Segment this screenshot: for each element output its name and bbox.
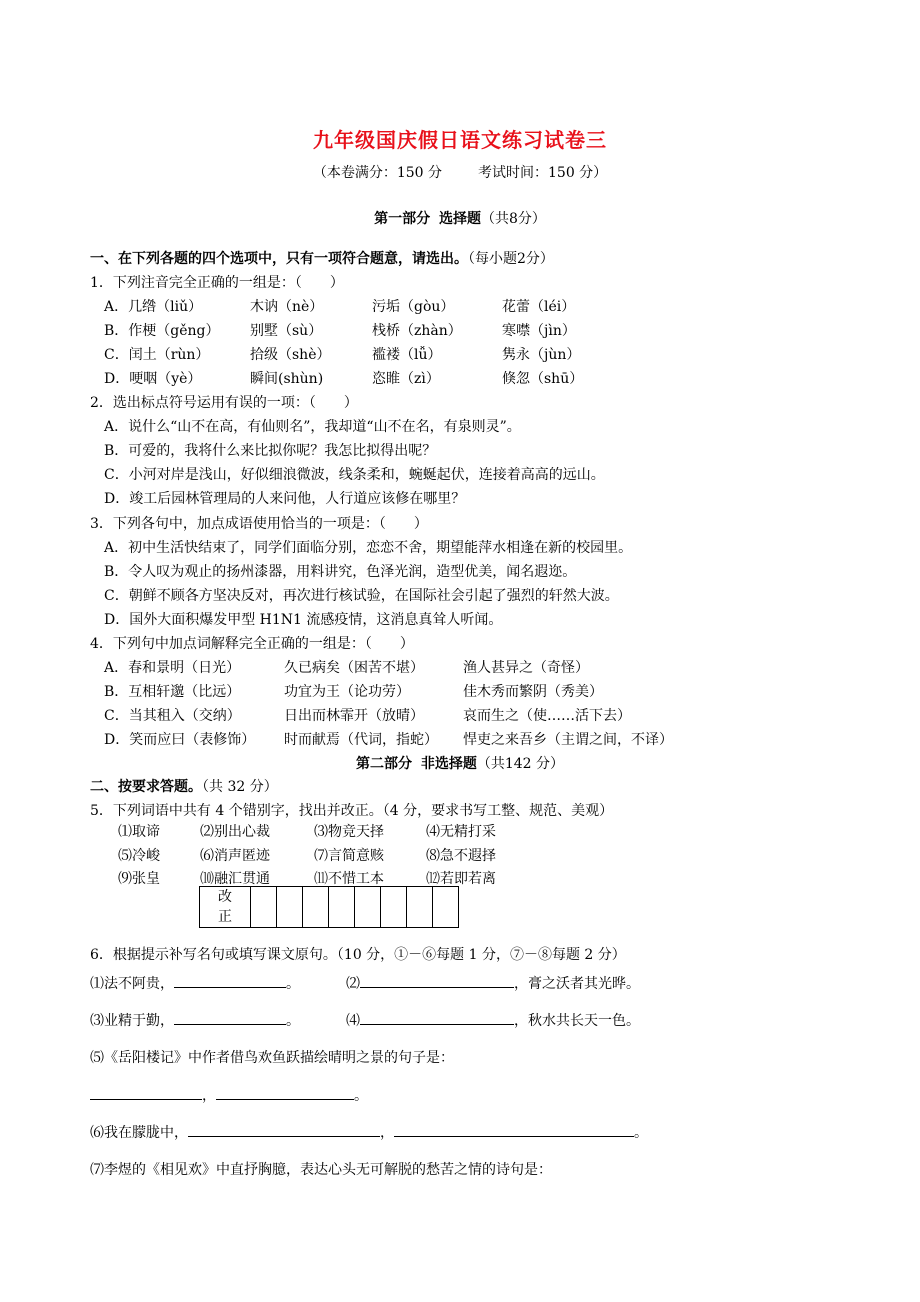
q6-1-prompt: ⑴法不阿贵，	[90, 976, 174, 992]
q6-5-prompt: ⑸《岳阳楼记》中作者借鸟欢鱼跃描绘晴明之景的句子是：	[90, 1050, 454, 1066]
q4-option: B．互相轩邈（比远）	[104, 684, 241, 700]
q6-line2	[346, 973, 640, 993]
q6-6	[90, 1122, 648, 1142]
correction-label	[200, 887, 251, 928]
q5-word: ⑺言简意赅	[314, 848, 384, 864]
q5-word: ⑷无精打采	[426, 824, 496, 840]
q1-option: 拾级（shè）	[250, 347, 331, 363]
q1-stem: 1．下列注音完全正确的一组是：（ ）	[90, 275, 344, 291]
q3-option-b: B．令人叹为观止的扬州漆器，用料讲究，色泽光润，造型优美，闻名遐迩。	[104, 564, 577, 580]
q5-word: ⑵别出心裁	[200, 824, 270, 840]
answer-cell[interactable]	[355, 887, 381, 928]
section1-heading	[90, 248, 554, 268]
q6-line3	[90, 1010, 300, 1030]
q2-option-c: C．小河对岸是浅山，好似细浪微波，线条柔和，蜿蜒起伏，连接着高高的远山。	[104, 467, 605, 483]
q4-option: D．笑而应曰（表修饰）	[104, 732, 256, 748]
q6-2-prompt: ⑵	[346, 976, 360, 992]
q6-2-suffix: ，膏之沃者其光晔。	[514, 976, 640, 992]
q1-option: D．哽咽（yè）	[104, 371, 202, 387]
q5-word: ⑹消声匿迹	[200, 848, 270, 864]
q1-option: 花蕾（léi）	[502, 299, 576, 315]
q6-line4	[346, 1010, 640, 1030]
answer-cell[interactable]	[277, 887, 303, 928]
q3-option-d: D．国外大面积爆发甲型 H1N1 流感疫情，这消息真耸人听闻。	[104, 612, 503, 628]
q4-option: C．当其租入（交纳）	[104, 708, 241, 724]
q6-stem: 6．根据提示补写名句或填写课文原句。（10 分，①－⑥每题 1 分，⑦－⑧每题 2 分）	[90, 947, 626, 963]
q3-stem: 3．下列各句中，加点成语使用恰当的一项是：（ ）	[90, 516, 428, 532]
answer-cell[interactable]	[251, 887, 277, 928]
q6-1-period: 。	[286, 976, 300, 992]
q6-4-suffix: ，秋水共长天一色。	[514, 1013, 640, 1029]
q1-option: A．几绺（liǔ）	[104, 299, 203, 315]
q5-word: ⑼张皇	[118, 871, 160, 887]
q4-stem: 4．下列句中加点词解释完全正确的一组是：（ ）	[90, 636, 414, 652]
part1-score: （共8分）	[480, 211, 546, 227]
correction-label-1: 改	[218, 889, 232, 905]
q6-3-prompt: ⑶业精于勤，	[90, 1013, 174, 1029]
q1-option: 瞬间(shùn)	[250, 371, 324, 387]
q5-word: ⑽融汇贯通	[200, 871, 270, 887]
section2-heading-text: 二、按要求答题。	[90, 779, 202, 795]
q6-5-answer	[90, 1085, 368, 1105]
part2-score: （共142 分）	[476, 756, 565, 772]
q1-option: C．闰土（rùn）	[104, 347, 210, 363]
part1-label: 第一部分	[374, 211, 431, 227]
q1-option: 恣睢（zì）	[372, 371, 440, 387]
q5-word: ⑸冷峻	[118, 848, 160, 864]
q6-6-period: 。	[634, 1125, 648, 1141]
correction-label-2: 正	[218, 909, 232, 925]
section2-heading	[90, 776, 278, 796]
q4-option: 功宜为王（论功劳）	[284, 684, 410, 700]
q6-6-comma: ，	[380, 1125, 394, 1141]
q1-option: 褴褛（lǚ）	[372, 347, 442, 363]
q4-option: 久已病矣（困苦不堪）	[284, 660, 424, 676]
q2-option-a: A．说什么“山不在高，有仙则名”，我却道“山不在名，有泉则灵”。	[104, 419, 521, 435]
section2-note: （共 32 分）	[202, 779, 278, 795]
full-score: （本卷满分：150 分	[312, 165, 442, 181]
q1-option: 别墅（sù）	[250, 323, 323, 339]
part1-heading	[0, 208, 920, 228]
part2-label: 第二部分	[355, 756, 412, 772]
answer-cell[interactable]	[381, 887, 407, 928]
answer-cell[interactable]	[303, 887, 329, 928]
answer-blank[interactable]	[360, 973, 514, 988]
answer-blank[interactable]	[360, 1010, 514, 1025]
q1-option: 寒噤（jìn）	[502, 323, 576, 339]
q2-option-b: B．可爱的，我将什么来比拟你呢？我怎比拟得出呢？	[104, 443, 437, 459]
answer-blank[interactable]	[174, 1010, 286, 1025]
q6-3-period: 。	[286, 1013, 300, 1029]
q4-option: 悍吏之来吾乡（主谓之间，不译）	[463, 732, 673, 748]
q5-word: ⑾不惜工本	[314, 871, 384, 887]
section1-note: （每小题2分）	[468, 251, 554, 267]
q1-option: 栈桥（zhàn）	[372, 323, 462, 339]
q5-word: ⑴取谛	[118, 824, 160, 840]
correction-grid	[199, 886, 459, 928]
part2-heading	[0, 753, 920, 773]
q6-7-prompt: ⑺李煜的《相见欢》中直抒胸臆，表达心头无可解脱的愁苦之情的诗句是：	[90, 1162, 552, 1178]
q1-option: B．作梗（gěng）	[104, 323, 220, 339]
q5-word: ⑿若即若离	[426, 871, 496, 887]
q6-4-prompt: ⑷	[346, 1013, 360, 1029]
q5-word: ⑻急不遐择	[426, 848, 496, 864]
q4-option: 时而献焉（代词，指蛇）	[284, 732, 438, 748]
q5-word: ⑶物竞天择	[314, 824, 384, 840]
q2-option-d: D．竣工后园林管理局的人来问他，人行道应该修在哪里？	[104, 491, 466, 507]
q4-option: 日出而林霏开（放晴）	[284, 708, 424, 724]
q1-option: 木讷（nè）	[250, 299, 324, 315]
q4-option: 佳木秀而繁阴（秀美）	[463, 684, 603, 700]
q5-stem: 5．下列词语中共有 4 个错别字，找出并改正。（4 分，要求书写工整、规范、美观）	[90, 803, 614, 819]
q4-option: A．春和景明（日光）	[104, 660, 241, 676]
part2-name: 非选择题	[420, 756, 477, 772]
part1-name: 选择题	[438, 211, 481, 227]
answer-cell[interactable]	[433, 887, 459, 928]
q1-option: 隽永（jùn）	[502, 347, 581, 363]
q1-option: 污垢（gòu）	[372, 299, 455, 315]
answer-cell[interactable]	[407, 887, 433, 928]
q6-line1	[90, 973, 300, 993]
answer-blank[interactable]	[394, 1122, 634, 1137]
q3-option-a: A．初中生活快结束了，同学们面临分别，恋恋不舍，期望能萍水相逢在新的校园里。	[104, 540, 633, 556]
exam-time: 考试时间：150 分）	[478, 165, 608, 181]
exam-title: 九年级国庆假日语文练习试卷三	[313, 128, 607, 152]
exam-subtitle	[0, 162, 920, 182]
answer-blank[interactable]	[188, 1122, 380, 1137]
answer-cell[interactable]	[329, 887, 355, 928]
q3-option-c: C．朝鲜不顾各方坚决反对，再次进行核试验，在国际社会引起了强烈的轩然大波。	[104, 588, 619, 604]
q4-option: 哀而生之（使……活下去）	[463, 708, 631, 724]
answer-blank[interactable]	[216, 1085, 354, 1100]
answer-blank[interactable]	[174, 973, 286, 988]
q1-option: 倏忽（shū）	[502, 371, 584, 387]
q6-6-prompt: ⑹我在朦胧中，	[90, 1125, 188, 1141]
q4-option: 渔人甚异之（奇怪）	[463, 660, 589, 676]
q6-5-comma: ，	[202, 1088, 216, 1104]
q6-5-period: 。	[354, 1088, 368, 1104]
answer-blank[interactable]	[90, 1085, 202, 1100]
section1-heading-text: 一、在下列各题的四个选项中，只有一项符合题意，请选出。	[90, 251, 468, 267]
q2-stem: 2．选出标点符号运用有误的一项：（ ）	[90, 395, 358, 411]
